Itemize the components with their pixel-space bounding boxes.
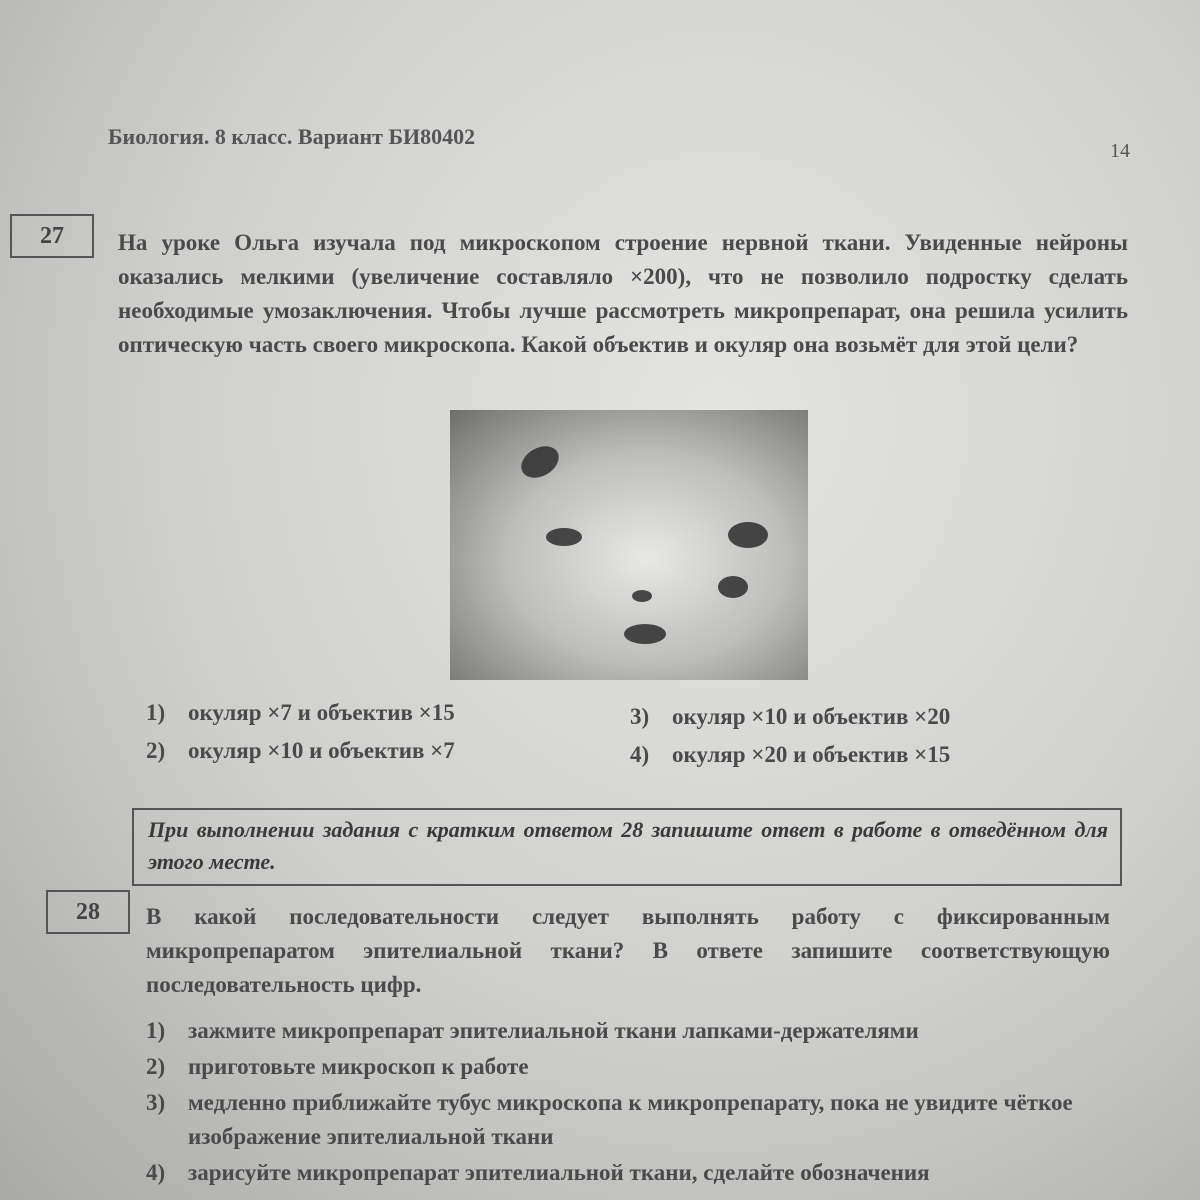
micrograph-nerve-tissue-image: [450, 410, 808, 680]
question-28-steps: [146, 1014, 1116, 1192]
question-27-text: На уроке Ольга изучала под микроскопом строение нервной ткани. Увиденные нейроны оказались мелкими (увеличение составляло ×200), что не позволило подростку сделать необходимые умозаключения. Чтобы лучше рассмотреть микропрепарат, она решила усилить оптическую часть своего микроскопа. Какой объектив и окуляр она возьмёт для этой цели?: [118, 230, 1128, 357]
step-1: 1) зажмите микропрепарат эпителиальной ткани лапками-держателями: [146, 1018, 919, 1043]
question-27-options-right: [630, 698, 950, 774]
option-4: 4) окуляр ×20 и объектив ×15: [630, 742, 951, 767]
instruction-note-box: При выполнении задания с кратким ответом 28 запишите ответ в работе в отведённом для этого месте.: [132, 808, 1122, 886]
question-27-options-left: [146, 694, 455, 770]
question-27-number: 27: [10, 214, 94, 258]
step-2: 2) приготовьте микроскоп к работе: [146, 1054, 529, 1079]
step-4: 4) зарисуйте микропрепарат эпителиальной ткани, сделайте обозначения: [146, 1160, 930, 1185]
page-header-title: Биология. 8 класс. Вариант БИ80402: [108, 124, 476, 149]
option-2: 2) окуляр ×10 и объектив ×7: [146, 738, 455, 763]
question-28-number: 28: [46, 890, 130, 934]
step-3: 3) медленно приближайте тубус микроскопа к микропрепарату, пока не увидите чёткое изображение эпителиальной ткани: [146, 1090, 1073, 1149]
question-28-text: В какой последовательности следует выполнять работу с фиксированным микропрепаратом эпителиальной ткани? В ответе запишите соответствующую последовательность цифр.: [146, 904, 1110, 997]
option-1: 1) окуляр ×7 и объектив ×15: [146, 700, 455, 725]
option-3: 3) окуляр ×10 и объектив ×20: [630, 704, 951, 729]
page-number: 14: [1110, 140, 1130, 162]
